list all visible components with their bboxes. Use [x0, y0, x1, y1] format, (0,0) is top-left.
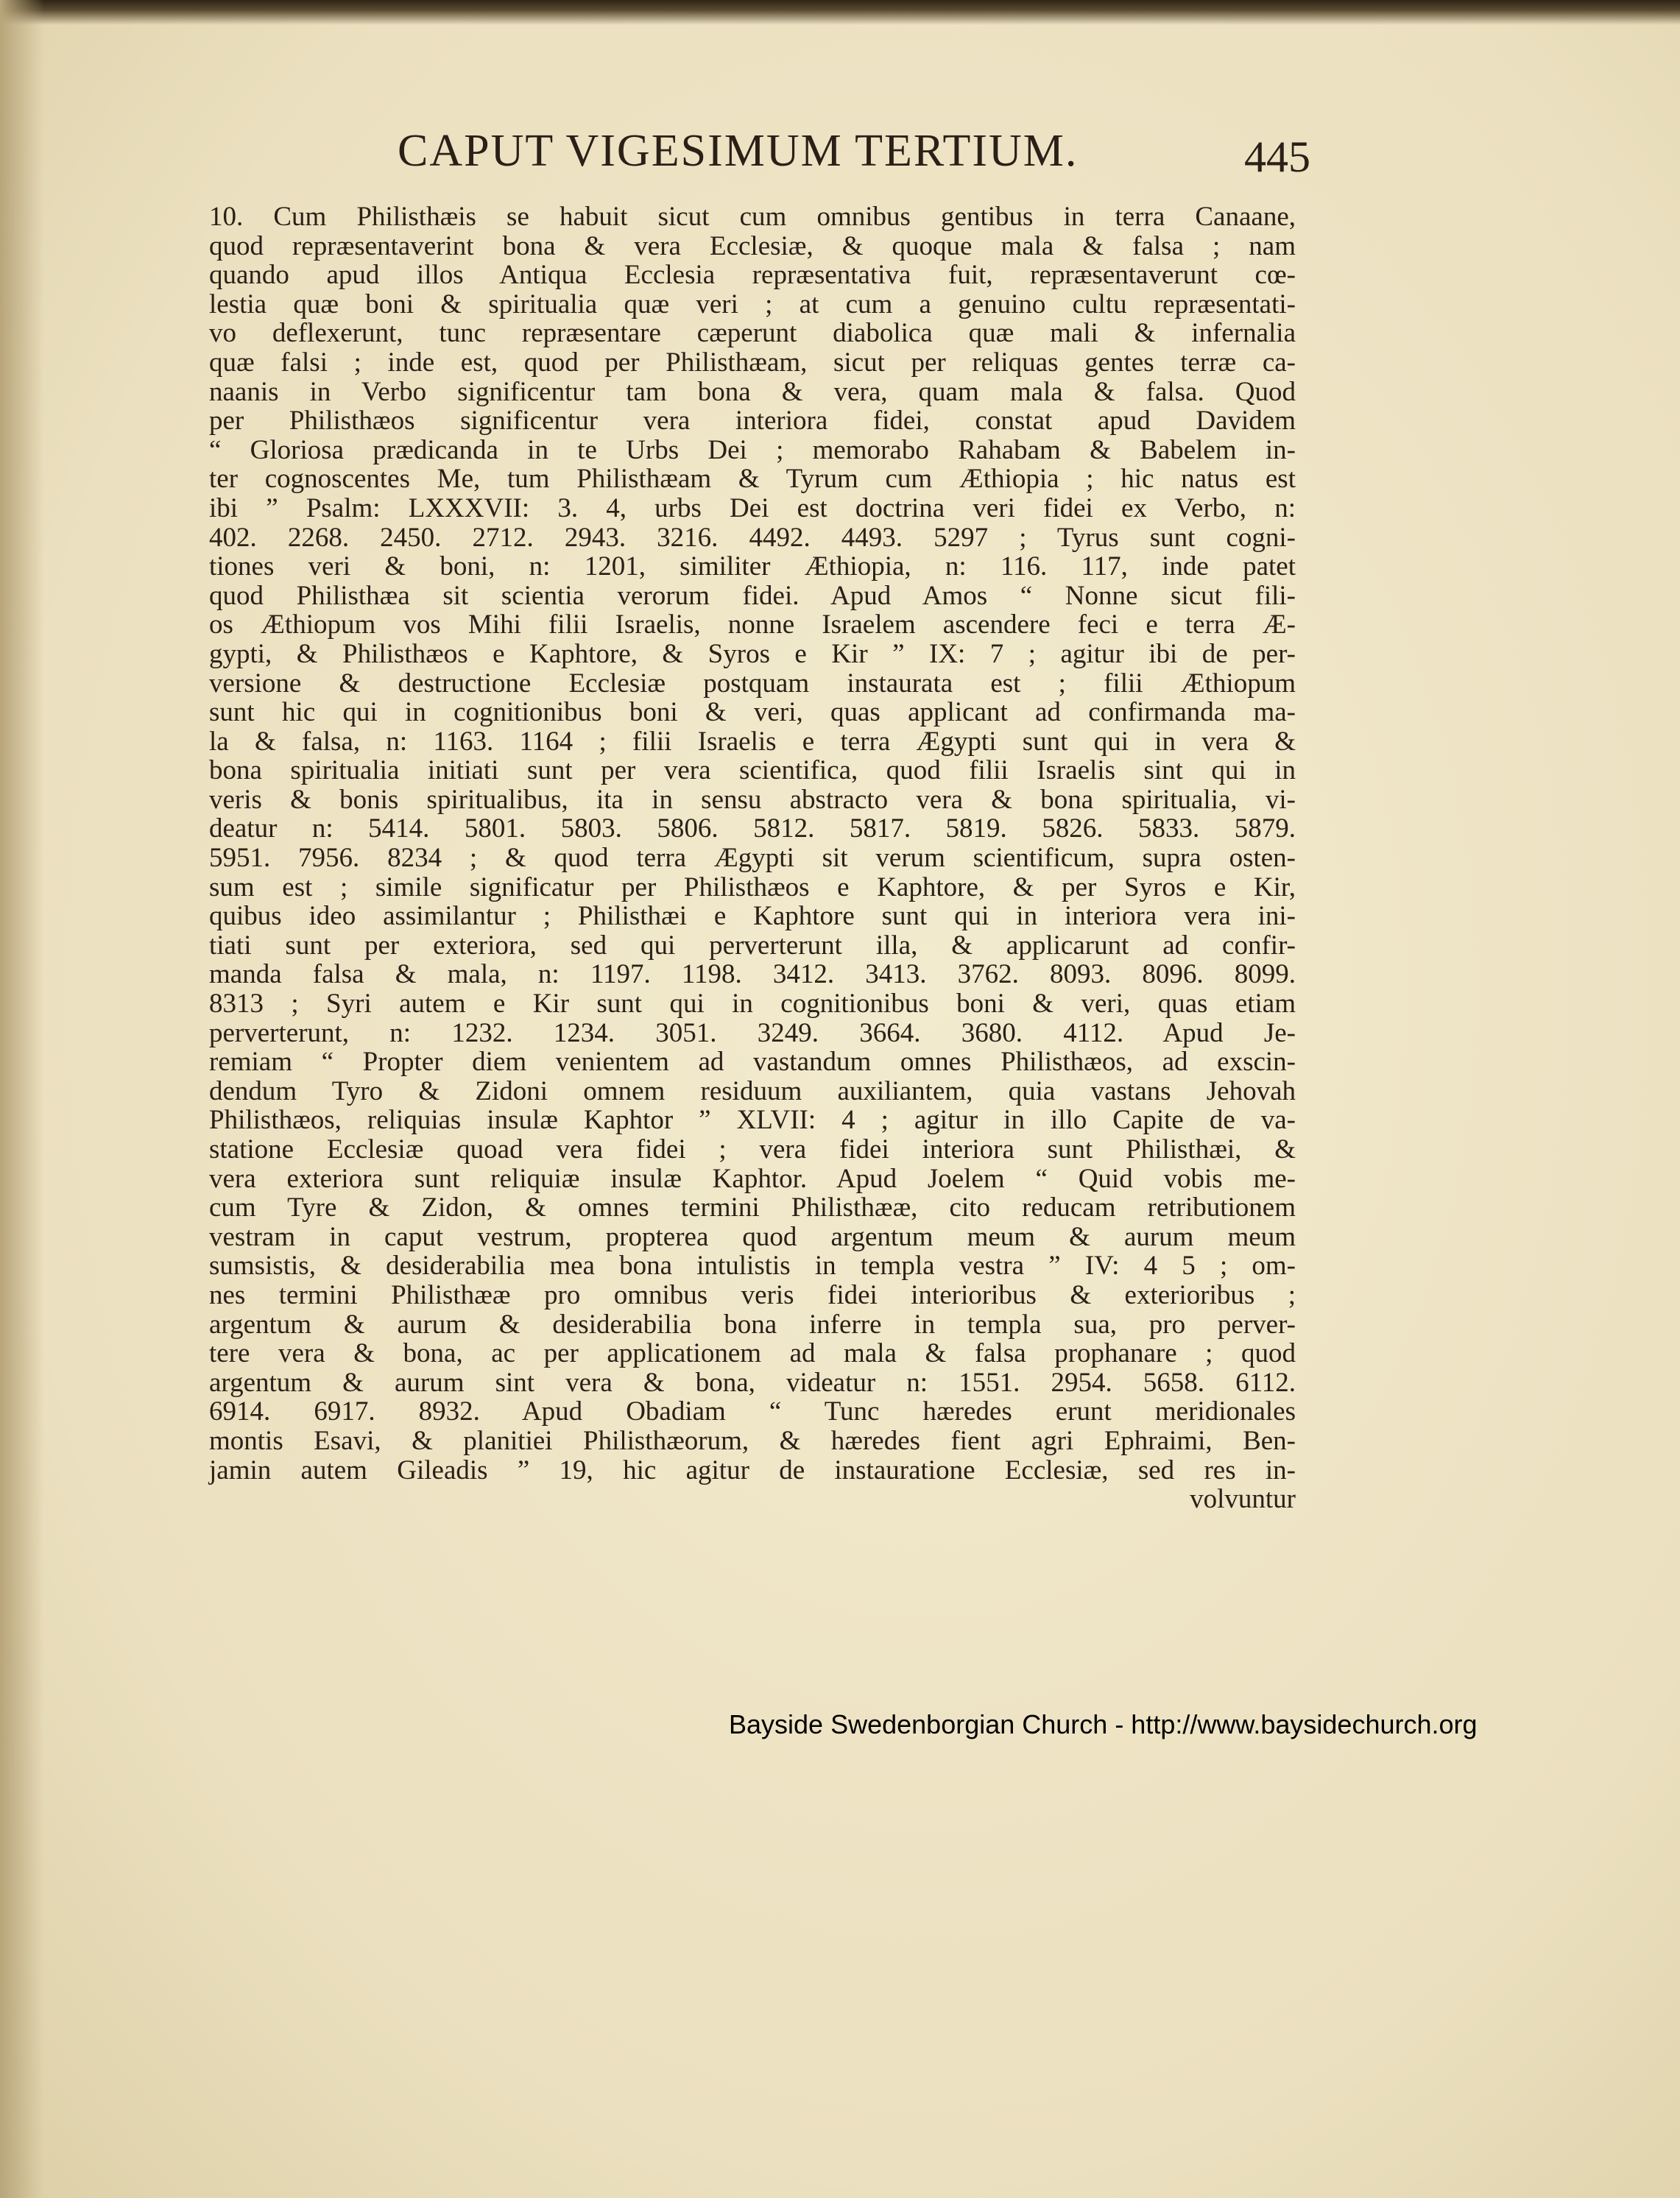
text-line: vera exteriora sunt reliquiæ insulæ Kaphtor. Apud Joelem “ Quid vobis me- [209, 1163, 1296, 1194]
text-line: nes termini Philisthææ pro omnibus veris fidei interioribus & exterioribus ; [209, 1279, 1296, 1310]
text-line: dendum Tyro & Zidoni omnem residuum auxiliantem, quia vastans Jehovah [209, 1075, 1296, 1106]
text-line: quæ falsi ; inde est, quod per Philisthæam, sicut per reliquas gentes terræ ca- [209, 347, 1296, 378]
text-line: deatur n: 5414. 5801. 5803. 5806. 5812. 5817. 5819. 5826. 5833. 5879. [209, 813, 1296, 844]
text-line: veris & bonis spiritualibus, ita in sensu abstracto vera & bona spiritualia, vi- [209, 784, 1296, 815]
text-line: “ Gloriosa prædicanda in te Urbs Dei ; memorabo Rahabam & Babelem in- [209, 434, 1296, 465]
catchword: volvuntur [1190, 1484, 1296, 1515]
text-line: argentum & aurum sint vera & bona, videatur n: 1551. 2954. 5658. 6112. [209, 1367, 1296, 1398]
text-line: vestram in caput vestrum, propterea quod argentum meum & aurum meum [209, 1221, 1296, 1252]
text-line: versione & destructione Ecclesiæ postquam instaurata est ; filii Æthiopum [209, 668, 1296, 699]
text-line: sum est ; simile significatur per Philisthæos e Kaphtore, & per Syros e Kir, [209, 872, 1296, 902]
page-number: 445 [1244, 132, 1310, 181]
text-line: 10. Cum Philisthæis se habuit sicut cum omnibus gentibus in terra Canaane, [209, 202, 1296, 232]
text-line: ter cognoscentes Me, tum Philisthæam & Tyrum cum Æthiopia ; hic natus est [209, 464, 1296, 495]
text-line: 6914. 6917. 8932. Apud Obadiam “ Tunc hæredes erunt meridionales [209, 1396, 1296, 1427]
text-line: montis Esavi, & planitiei Philisthæorum, & hæredes fient agri Ephraimi, Ben- [209, 1425, 1296, 1456]
text-line: 5951. 7956. 8234 ; & quod terra Ægypti sit verum scientificum, supra osten- [209, 843, 1296, 874]
text-line: ibi ” Psalm: LXXXVII: 3. 4, urbs Dei est doctrina veri fidei ex Verbo, n: [209, 492, 1296, 523]
text-line: gypti, & Philisthæos e Kaphtore, & Syros e Kir ” IX: 7 ; agitur ibi de per- [209, 638, 1296, 669]
page-top-edge [0, 0, 1680, 25]
text-line: jamin autem Gileadis ” 19, hic agitur de instauratione Ecclesiæ, sed res in- [209, 1455, 1296, 1485]
text-line: statione Ecclesiæ quoad vera fidei ; vera fidei interiora sunt Philisthæi, & [209, 1134, 1296, 1165]
text-line: 402. 2268. 2450. 2712. 2943. 3216. 4492. 4493. 5297 ; Tyrus sunt cogni- [209, 522, 1296, 553]
text-line: bona spiritualia initiati sunt per vera scientifica, quod filii Israelis sint qui in [209, 755, 1296, 786]
text-line: Philisthæos, reliquias insulæ Kaphtor ” XLVII: 4 ; agitur in illo Capite de va- [209, 1105, 1296, 1136]
text-line: sunt hic qui in cognitionibus boni & veri, quas applicant ad confirmanda ma- [209, 697, 1296, 728]
body-text [209, 202, 1296, 1514]
text-line: perverterunt, n: 1232. 1234. 3051. 3249. 3664. 3680. 4112. Apud Je- [209, 1017, 1296, 1048]
text-line: lestia quæ boni & spiritualia quæ veri ; at cum a genuino cultu repræsentati- [209, 289, 1296, 319]
text-line: tiones veri & boni, n: 1201, similiter Æthiopia, n: 116. 117, inde patet [209, 551, 1296, 582]
text-line: quod repræsentaverint bona & vera Ecclesiæ, & quoque mala & falsa ; nam [209, 230, 1296, 261]
text-line: quod Philisthæa sit scientia verorum fidei. Apud Amos “ Nonne sicut fili- [209, 580, 1296, 611]
text-line: quibus ideo assimilantur ; Philisthæi e Kaphtore sunt qui in interiora vera ini- [209, 901, 1296, 932]
text-line: quando apud illos Antiqua Ecclesia repræsentativa fuit, repræsentaverunt cœ- [209, 260, 1296, 291]
text-line: remiam “ Propter diem venientem ad vastandum omnes Philisthæos, ad exscin- [209, 1047, 1296, 1078]
text-line: argentum & aurum & desiderabilia bona inferre in templa sua, pro perver- [209, 1309, 1296, 1340]
text-line: cum Tyre & Zidon, & omnes termini Philisthææ, cito reducam retributionem [209, 1192, 1296, 1223]
text-line: manda falsa & mala, n: 1197. 1198. 3412. 3413. 3762. 8093. 8096. 8099. [209, 959, 1296, 990]
text-line: la & falsa, n: 1163. 1164 ; filii Israelis e terra Ægypti sunt qui in vera & [209, 726, 1296, 757]
text-line: sumsistis, & desiderabilia mea bona intulistis in templa vestra ” IV: 4 5 ; om- [209, 1251, 1296, 1282]
running-title: CAPUT VIGESIMUM TERTIUM. [398, 126, 1079, 176]
page-header [398, 121, 1310, 180]
text-line: os Æthiopum vos Mihi filii Israelis, nonne Israelem ascendere feci e terra Æ- [209, 609, 1296, 640]
text-line: tiati sunt per exteriora, sed qui perverterunt illa, & applicarunt ad confir- [209, 930, 1296, 961]
text-line: 8313 ; Syri autem e Kir sunt qui in cognitionibus boni & veri, quas etiam [209, 989, 1296, 1020]
text-line: tere vera & bona, ac per applicationem ad mala & falsa prophanare ; quod [209, 1338, 1296, 1369]
scan-watermark: Bayside Swedenborgian Church - http://www.baysidechurch.org [729, 1709, 1478, 1739]
page-gutter [0, 0, 44, 2198]
text-line: per Philisthæos significentur vera interiora fidei, constat apud Davidem [209, 406, 1296, 437]
text-line: vo deflexerunt, tunc repræsentare cæperunt diabolica quæ mali & infernalia [209, 318, 1296, 349]
text-line: naanis in Verbo significentur tam bona & vera, quam mala & falsa. Quod [209, 376, 1296, 407]
